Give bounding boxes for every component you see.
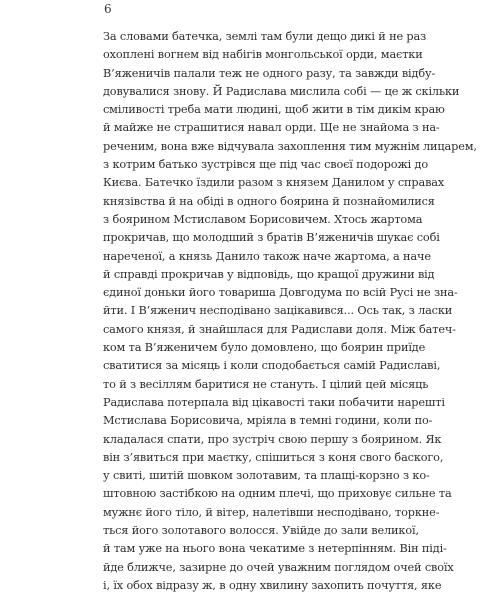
text-line: й справді прокричав у відповідь, що кращої дружини від <box>103 267 435 281</box>
text-line: охоплені вогнем від набігів монгольської орди, маєтки <box>103 48 423 62</box>
text-line: він з’явиться при маєтку, спішиться з коня свого баского, <box>103 450 444 464</box>
text-line: штовною застібкою на одним плечі, що приховує сильне та <box>103 487 452 501</box>
text-line: йде ближче, зазирне до очей уважним поглядом очей своїх <box>103 560 454 574</box>
text-line: самого князя, й знайшлася для Радислави доля. Між батеч- <box>103 322 456 336</box>
text-line: нареченої, а князь Данило також наче жартома, а наче <box>103 249 431 263</box>
text-line: ться його золотавого волосся. Увійде до зали великої, <box>103 524 419 538</box>
text-line: у свиті, шитій шовком золотавим, та плащі-корзно з ко- <box>103 469 430 483</box>
text-line: сватитися за місяць і коли сподобається самій Радиславі, <box>103 359 441 373</box>
body-text <box>103 28 477 595</box>
text-line: сміливості треба мати людині, щоб жити в тім дикім краю <box>103 103 445 117</box>
text-line: і, їх обох відразу ж, в одну хвилину захопить почуття, яке <box>103 578 442 592</box>
text-line: За словами батечка, землі там були дещо дикі й не раз <box>103 30 427 43</box>
text-line: В’яженичів палали теж не одного разу, та завжди відбу- <box>103 66 436 80</box>
text-line: Радислава потерпала від цікавості таки побачити нарешті <box>103 395 445 409</box>
text-line: кладалася спати, про зустріч свою першу з боярином. Як <box>103 432 442 446</box>
text-line: довувалися знову. Й Радислава мислила собі — це ж скільки <box>103 84 460 98</box>
text-line: ком та В’яженичем було домовлено, що боярин приїде <box>103 341 426 355</box>
text-line: з боярином Мстиславом Борисовичем. Хтось жартома <box>103 212 423 226</box>
page-number: 6 <box>104 2 112 16</box>
text-line: єдиної доньки його товариша Довгодума по всій Русі не зна- <box>103 286 458 300</box>
text-line: йти. І В’яженич несподівано зацікавився... Ось так, з ласки <box>103 304 453 318</box>
text-line: й майже не страшитися навал орди. Ще не знайома з на- <box>103 121 440 135</box>
text-line: реченим, вона вже відчувала захоплення тим мужнім лицарем, <box>103 139 477 153</box>
text-line: князівства й на обіді в одного боярина й познайомилися <box>103 194 435 208</box>
text-line: й там уже на нього вона чекатиме з нетерпінням. Він піді- <box>103 542 447 556</box>
text-line: мужнє його тіло, й вітер, налетівши несподівано, торкне- <box>103 505 440 519</box>
text-line: Києва. Батечко їздили разом з князем Данилом у справах <box>103 176 445 190</box>
text-line: Мстислава Борисовича, мріяла в темні години, коли по- <box>103 414 433 428</box>
text-line: то й з весіллям баритися не стануть. І цілий цей місяць <box>103 377 429 391</box>
text-line: прокричав, що молодший з братів В’яженичів шукає собі <box>103 231 440 245</box>
text-line: з котрим батько зустрівся ще під час своєї подорожі до <box>103 158 429 172</box>
